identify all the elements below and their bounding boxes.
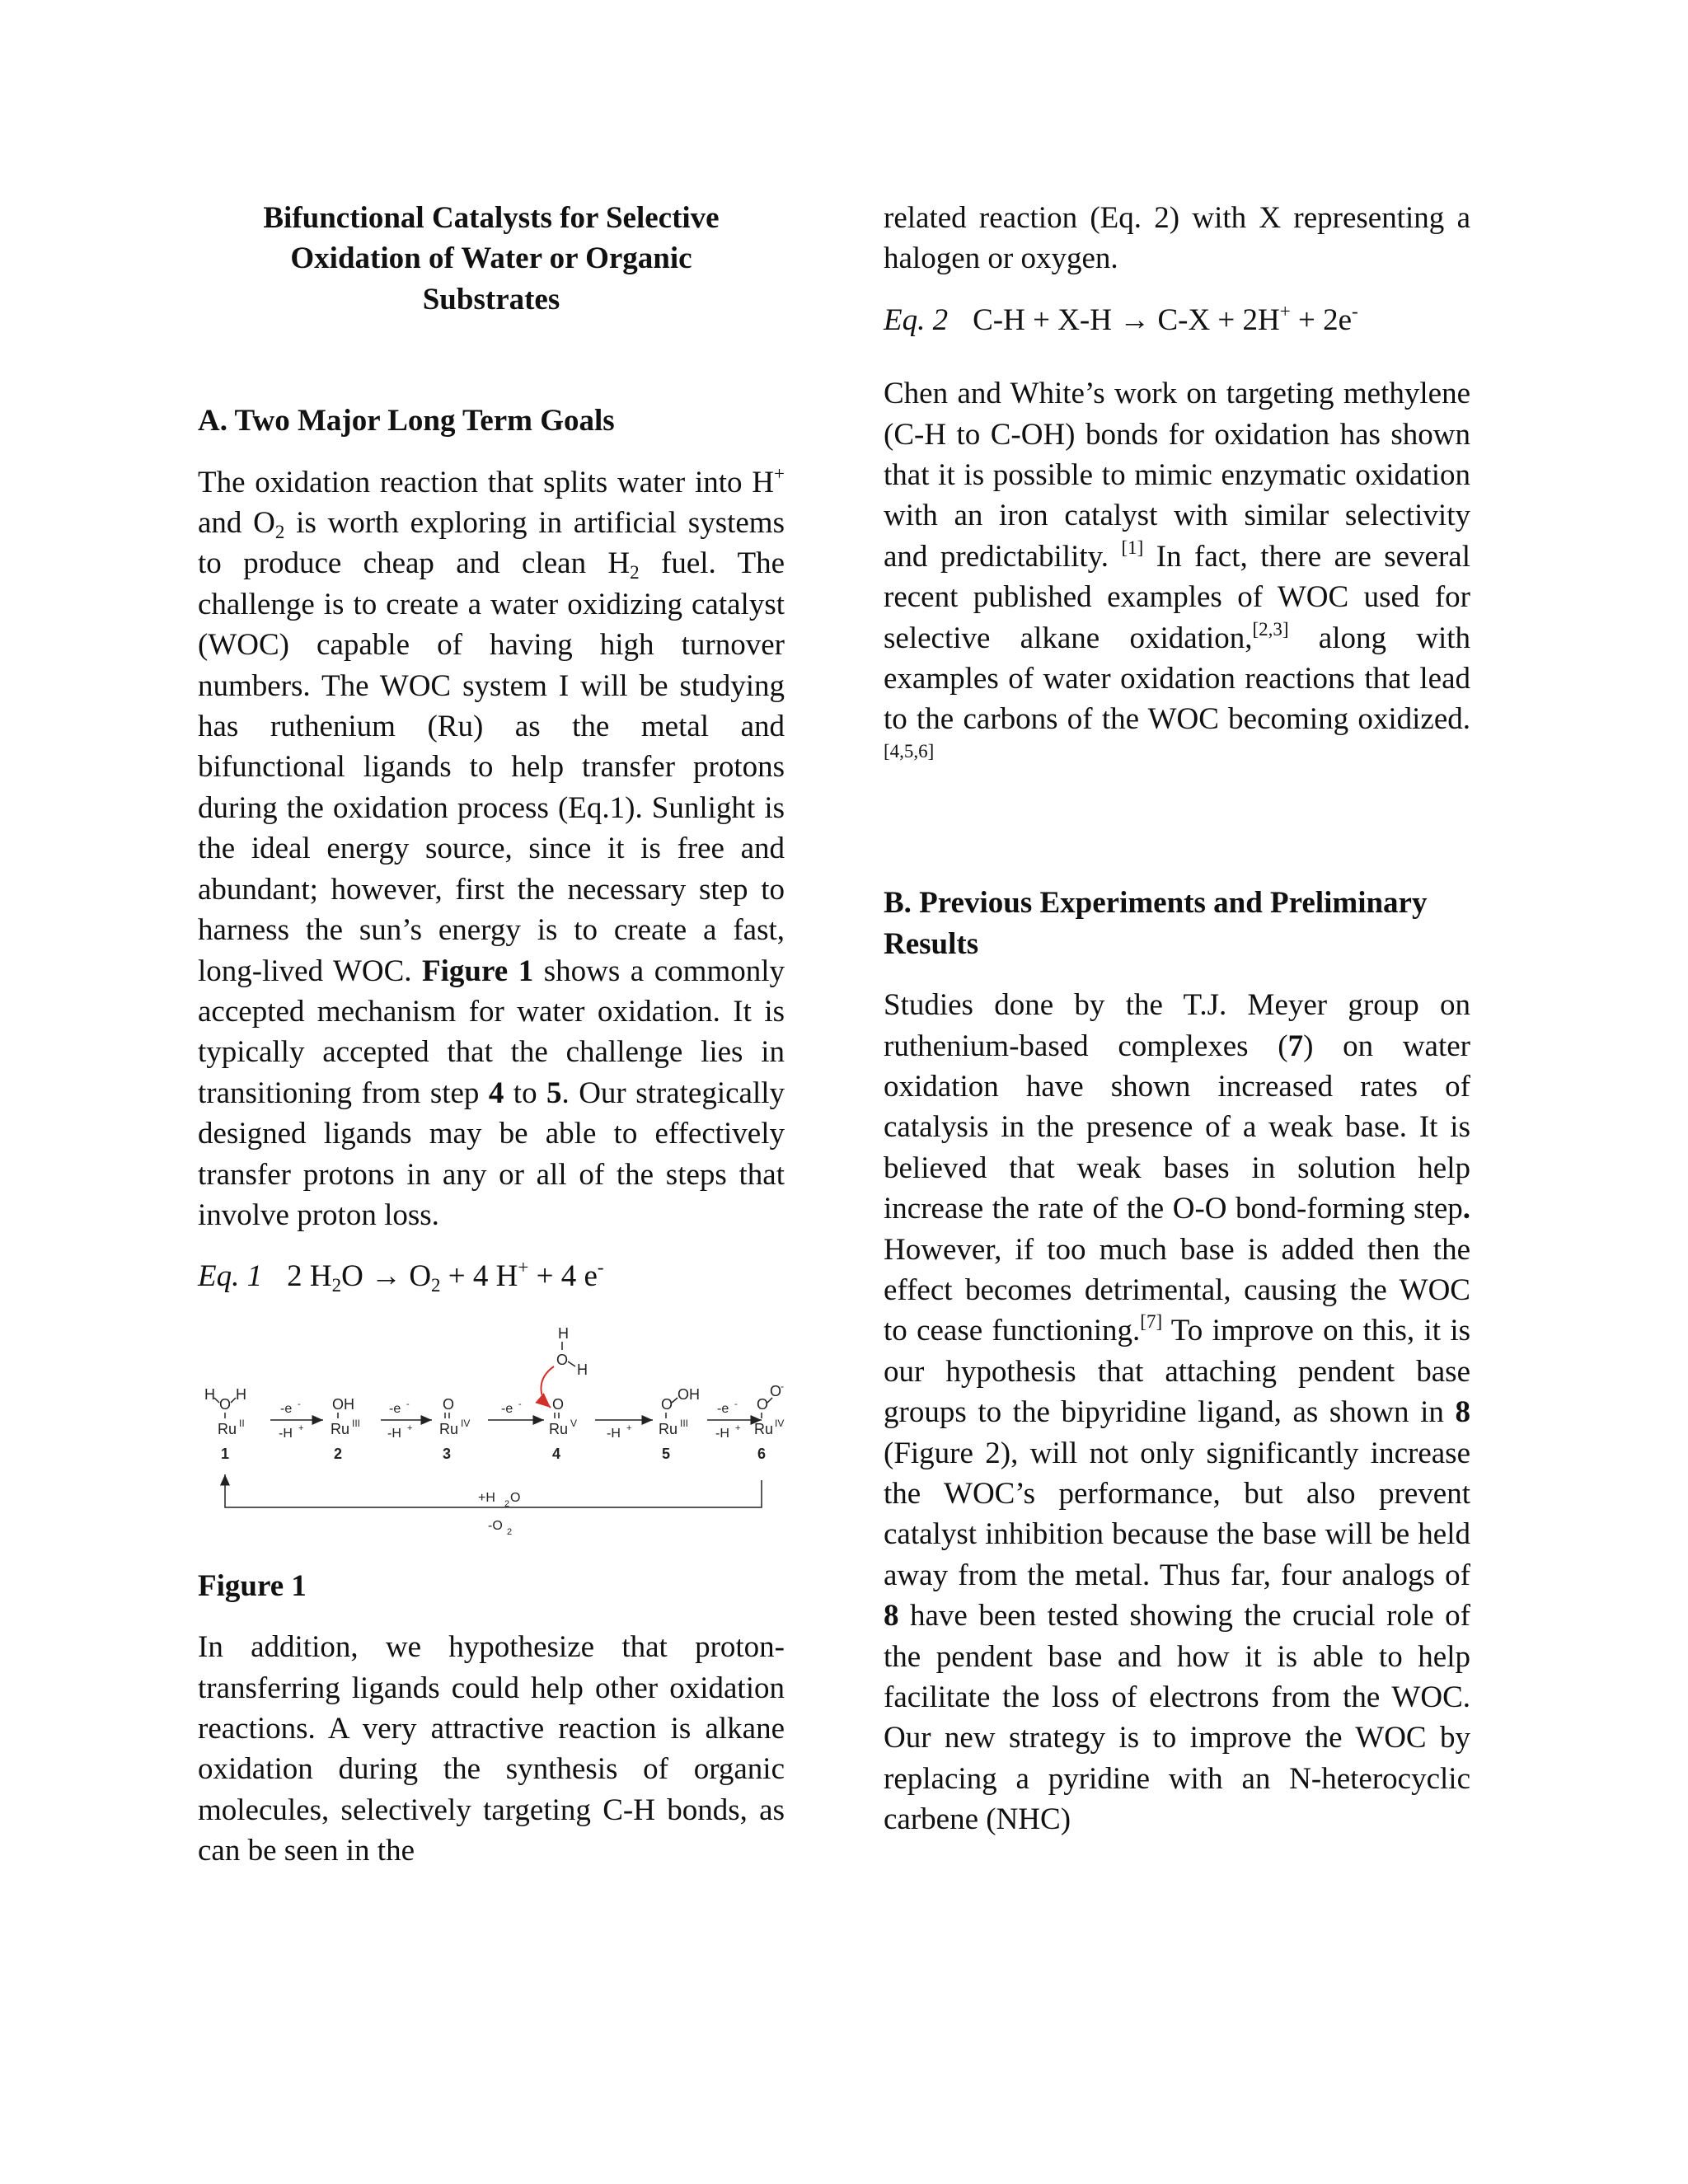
return-loop (225, 1474, 762, 1537)
right-paragraph-0: related reaction (Eq. 2) with X representing a halogen or oxygen. (884, 201, 1470, 276)
title-line-3: Substrates (422, 282, 560, 316)
paper-title (256, 198, 727, 320)
svg-text:-H: -H (607, 1426, 621, 1441)
right-paragraph-1: Chen and White’s work on targeting methylene (C-H to C-OH) bonds for oxidation has shown that it is possible to mimic enzymatic oxidation with an iron catalyst with similar selectivity and predictability. [1] In fact, there are several recent published examples of WOC used for selective alkane oxidation,[2,3] along with examples of water oxidation reactions that lead to the carbons of the WOC becoming oxidized.[4,5,6] (884, 377, 1470, 762)
svg-text:-: - (734, 1399, 738, 1409)
figure-1-ref: Figure 1 (422, 954, 534, 988)
svg-text:II: II (239, 1417, 245, 1429)
svg-text:+: + (298, 1422, 304, 1433)
compound-number-3: 3 (443, 1445, 452, 1462)
svg-text:Ru: Ru (549, 1420, 569, 1437)
svg-text:Ru: Ru (659, 1420, 678, 1437)
citation-1: [1] (1121, 537, 1144, 558)
citation-2-3: [2,3] (1252, 618, 1289, 640)
section-b-paragraph: Studies done by the T.J. Meyer group on ruthenium-based complexes (7) on water oxidation have shown increased rates of catalysis in the presence of a weak base. It is believed that weak bases in solution help increase the rate of the O-O bond-forming step. However, if too much base is added then the effect becomes detrimental, causing the WOC to cease functioning.[7] To improve on this, it is our hypothesis that attaching pendent base groups to the bipyridine ligand, as shown in 8 (Figure 2), will not only significantly increase the WOC’s performance, but also prevent catalyst inhibition because the base will be held away from the metal. Thus far, four analogs of 8 have been tested showing the crucial role of the pendent base and how it is able to help facilitate the loss of electrons from the WOC. Our new strategy is to improve the WOC by replacing a pyridine with an N-heterocyclic carbene (NHC) (884, 988, 1470, 1837)
compound-number-2: 2 (334, 1445, 343, 1462)
svg-text:-H: -H (279, 1426, 293, 1441)
svg-text:Ru: Ru (218, 1420, 237, 1437)
svg-text:H: H (577, 1361, 588, 1378)
svg-text:-e: -e (717, 1401, 729, 1416)
svg-text:2: 2 (507, 1526, 513, 1537)
svg-text:-H: -H (715, 1426, 729, 1441)
step-arrow-1-2 (270, 1399, 323, 1441)
compound-4 (549, 1396, 577, 1462)
svg-text:O: O (219, 1395, 232, 1413)
equation-1: Eq. 1 2 $H_2O \to O_2 + 4$ H+ + 4 e- (198, 1257, 604, 1296)
section-a-paragraph-2: In addition, we hypothesize that proton-transferring ligands could help other oxidation reactions. A very attractive reaction is alkane oxidation during the synthesis of organic molecules, selectively targeting C-H bonds, as can be seen in the (198, 1630, 785, 1868)
section-a-heading: A. Two Major Long Term Goals (198, 404, 615, 438)
svg-text:-: - (406, 1399, 410, 1409)
svg-text:+H: +H (478, 1490, 495, 1505)
step-arrow-3-4 (488, 1399, 544, 1420)
svg-text:IV: IV (461, 1417, 471, 1429)
svg-text:Ru: Ru (439, 1420, 459, 1437)
svg-text:O: O (552, 1395, 565, 1413)
equation-2-label: Eq. 2 (884, 302, 949, 337)
svg-text:O: O (443, 1395, 455, 1413)
svg-text:-O: -O (488, 1518, 503, 1533)
svg-text:-: - (518, 1399, 522, 1409)
svg-text:O: O (556, 1351, 569, 1368)
svg-text:OH: OH (332, 1395, 354, 1413)
compound-2 (331, 1396, 360, 1462)
svg-text:H: H (204, 1385, 215, 1403)
compound-3 (439, 1396, 470, 1462)
step-arrow-4-5 (595, 1420, 653, 1441)
compound-number-4: 4 (552, 1445, 561, 1462)
title-line-2: Oxidation of Water or Organic (290, 241, 692, 276)
equation-1-label: Eq. 1 (198, 1259, 263, 1294)
citation-4-5-6: [4,5,6] (884, 740, 935, 762)
citation-7: [7] (1140, 1311, 1163, 1333)
svg-text:Ru: Ru (754, 1420, 774, 1437)
water-oxidation-scheme (198, 1305, 785, 1553)
svg-text:+: + (407, 1422, 413, 1433)
left-column (198, 198, 785, 1872)
svg-text:III: III (352, 1417, 361, 1429)
svg-text:V: V (570, 1417, 578, 1429)
svg-text:-e: -e (389, 1401, 401, 1416)
compound-5 (659, 1386, 700, 1462)
incoming-water (541, 1325, 588, 1408)
svg-text:-e: -e (280, 1401, 293, 1416)
svg-text:2: 2 (504, 1498, 510, 1509)
svg-text:+: + (626, 1422, 632, 1433)
svg-text:H: H (558, 1324, 569, 1342)
svg-text:-e: -e (501, 1401, 513, 1416)
compound-number-1: 1 (221, 1445, 230, 1462)
compound-number-5: 5 (662, 1445, 671, 1462)
title-line-1: Bifunctional Catalysts for Selective (263, 201, 720, 235)
svg-text:-: - (781, 1380, 784, 1392)
compound-1 (204, 1386, 246, 1462)
section-a-paragraph-1: The oxidation reaction that splits water into H+ and $O_2$ is worth exploring in artificial systems to produce cheap and clean $H_2$ fuel. The challenge is to create a water oxidizing catalyst (WOC) capable of having high turnover numbers. The WOC system I will be studying has ruthenium (Ru) as the metal and bifunctional ligands to help transfer protons during the oxidation process (Eq.1). Sunlight is the ideal energy source, since it is free and abundant; however, first the necessary step to harness the sun’s energy is to create a fast, long-lived WOC. Figure 1 shows a commonly accepted mechanism for water oxidation. It is typically accepted that the challenge lies in transitioning from step 4 to 5. Our strategically designed ligands may be able to effectively transfer protons in any or all of the steps that involve proton loss. (198, 462, 785, 1232)
section-b-heading: B. Previous Experiments and Preliminary Results (884, 886, 1428, 961)
svg-text:Ru: Ru (331, 1420, 350, 1437)
svg-text:O: O (757, 1395, 769, 1413)
equation-2: Eq. 2 C-H + X-H → C-X + 2H+ + 2e- (884, 300, 1358, 337)
svg-text:-H: -H (387, 1426, 401, 1441)
step-arrow-2-3 (381, 1399, 432, 1441)
svg-text:O: O (510, 1490, 521, 1505)
svg-text:IV: IV (775, 1417, 785, 1429)
figure-1-caption: Figure 1 (198, 1568, 307, 1603)
svg-text:+: + (735, 1422, 741, 1433)
compound-number-6: 6 (757, 1445, 767, 1462)
svg-text:OH: OH (678, 1385, 700, 1403)
svg-text:H: H (236, 1385, 246, 1403)
compound-6 (754, 1380, 784, 1462)
svg-text:O: O (661, 1395, 673, 1413)
svg-text:-: - (298, 1399, 301, 1409)
svg-text:III: III (680, 1417, 689, 1429)
right-column (884, 198, 1470, 1840)
svg-text:O: O (770, 1382, 782, 1399)
